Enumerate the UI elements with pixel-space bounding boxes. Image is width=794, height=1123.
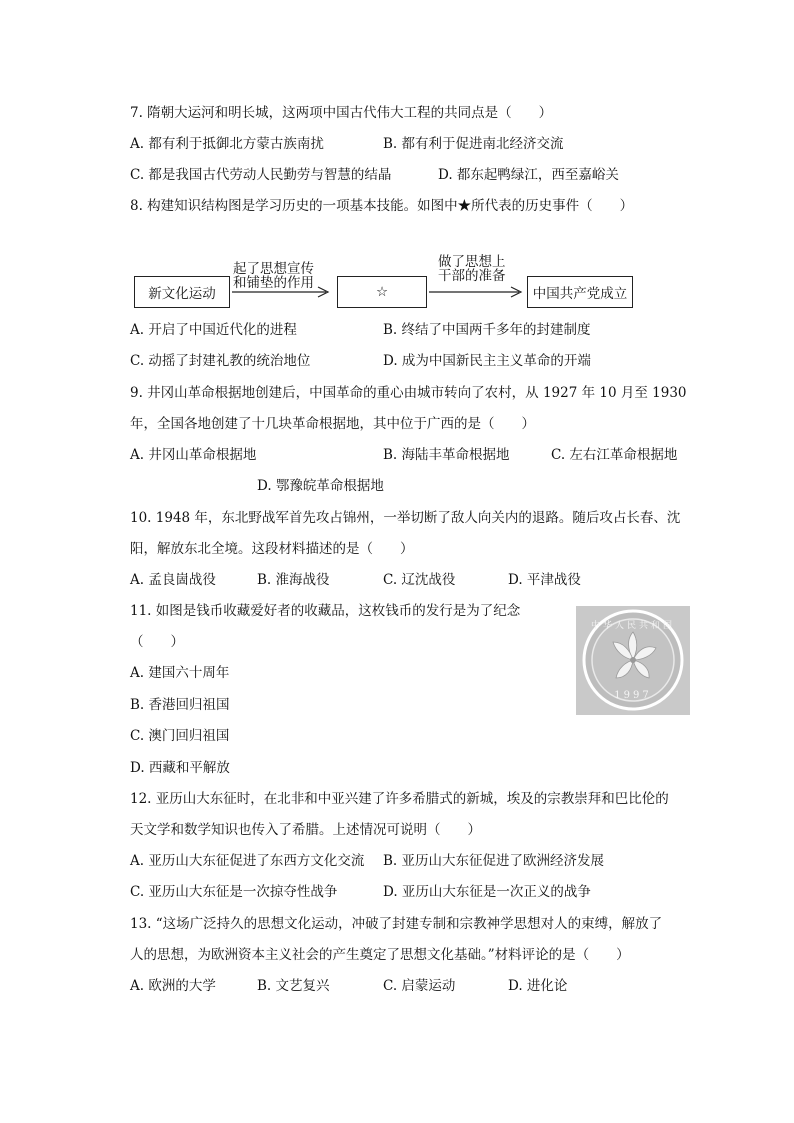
q8-stem: 8. 构建知识结构图是学习历史的一项基本技能。如图中★所代表的历史事件（ ） xyxy=(130,198,634,214)
q10-stem-line2: 阳，解放东北全境。这段材料描述的是（ ） xyxy=(130,541,414,557)
arrow2-label-line2: 干部的准备 xyxy=(438,268,506,284)
q12-stem-line2: 天文学和数学知识也传入了希腊。上述情况可说明（ ） xyxy=(130,822,481,838)
q7-option-d: D. 都东起鸭绿江，西至嘉峪关 xyxy=(438,167,619,183)
q7-option-b: B. 都有利于促进南北经济交流 xyxy=(383,136,564,152)
arrow1-label-line1: 起了思想宣传 xyxy=(233,261,314,277)
diagram-box-star: ☆ xyxy=(337,276,427,308)
q9-stem-line2: 年，全国各地创建了十几块革命根据地，其中位于广西的是（ ） xyxy=(130,416,535,432)
q11-stem-line1: 11. 如图是钱币收藏爱好者的收藏品，这枚钱币的发行是为了纪念 xyxy=(130,603,521,619)
arrow1 xyxy=(230,285,338,299)
q11-option-c: C. 澳门回归祖国 xyxy=(130,728,230,744)
q10-option-a: A. 孟良崮战役 xyxy=(130,572,216,588)
arrow2 xyxy=(427,285,529,299)
q13-stem-line1: 13. “这场广泛持久的思想文化运动，冲破了封建专制和宗教神学思想对人的束缚，解放了 xyxy=(130,916,663,932)
diagram-box-new-culture: 新文化运动 xyxy=(134,276,230,308)
q11-option-a: A. 建国六十周年 xyxy=(130,665,230,681)
coin-image xyxy=(576,606,690,715)
q12-option-a: A. 亚历山大东征促进了东西方文化交流 xyxy=(130,853,365,869)
q11-stem-line2: （ ） xyxy=(130,634,184,650)
coin-year: 1997 xyxy=(614,690,652,701)
q13-option-c: C. 启蒙运动 xyxy=(383,978,456,994)
coin-top-text: 中华人民共和国 xyxy=(590,621,675,631)
q12-option-b: B. 亚历山大东征促进了欧洲经济发展 xyxy=(383,853,605,869)
q10-option-d: D. 平津战役 xyxy=(508,572,581,588)
q11-option-d: D. 西藏和平解放 xyxy=(130,760,230,776)
arrow1-label-line2: 和铺垫的作用 xyxy=(233,275,314,291)
q9-option-c: C. 左右江革命根据地 xyxy=(551,447,678,463)
q12-option-d: D. 亚历山大东征是一次正义的战争 xyxy=(383,884,591,900)
q13-stem-line2: 人的思想，为欧洲资本主义社会的产生奠定了思想文化基础。”材料评论的是（ ） xyxy=(130,947,630,963)
q12-option-c: C. 亚历山大东征是一次掠夺性战争 xyxy=(130,884,338,900)
q13-option-b: B. 文艺复兴 xyxy=(257,978,330,994)
q11-option-b: B. 香港回归祖国 xyxy=(130,697,230,713)
q13-option-d: D. 进化论 xyxy=(508,978,568,994)
q7-option-c: C. 都是我国古代劳动人民勤劳与智慧的结晶 xyxy=(130,167,392,183)
q7-option-a: A. 都有利于抵御北方蒙古族南扰 xyxy=(130,136,324,152)
q8-option-a: A. 开启了中国近代化的进程 xyxy=(130,322,297,338)
q9-option-a: A. 井冈山革命根据地 xyxy=(130,447,257,463)
q8-option-b: B. 终结了中国两千多年的封建制度 xyxy=(383,322,591,338)
q13-option-a: A. 欧洲的大学 xyxy=(130,978,216,994)
q7-stem: 7. 隋朝大运河和明长城，这两项中国古代伟大工程的共同点是（ ） xyxy=(130,105,553,121)
q9-option-b: B. 海陆丰革命根据地 xyxy=(383,447,510,463)
q9-stem-line1: 9. 井冈山革命根据地创建后，中国革命的重心由城市转向了农村，从 1927 年 10 月至 1930 xyxy=(130,385,687,401)
q10-stem-line1: 10. 1948 年，东北野战军首先攻占锦州，一举切断了敌人向关内的退路。随后攻占长春、沈 xyxy=(130,510,681,526)
q12-stem-line1: 12. 亚历山大东征时，在北非和中亚兴建了许多希腊式的新城，埃及的宗教崇拜和巴比伦的 xyxy=(130,791,669,807)
q8-option-d: D. 成为中国新民主主义革命的开端 xyxy=(383,353,591,369)
q8-option-c: C. 动摇了封建礼教的统治地位 xyxy=(130,353,311,369)
diagram-box-ccp-founding: 中国共产党成立 xyxy=(527,276,633,308)
q9-option-d: D. 鄂豫皖革命根据地 xyxy=(257,478,384,494)
q10-option-c: C. 辽沈战役 xyxy=(383,572,456,588)
arrow2-label-line1: 做了思想上 xyxy=(438,254,506,270)
q10-option-b: B. 淮海战役 xyxy=(257,572,330,588)
